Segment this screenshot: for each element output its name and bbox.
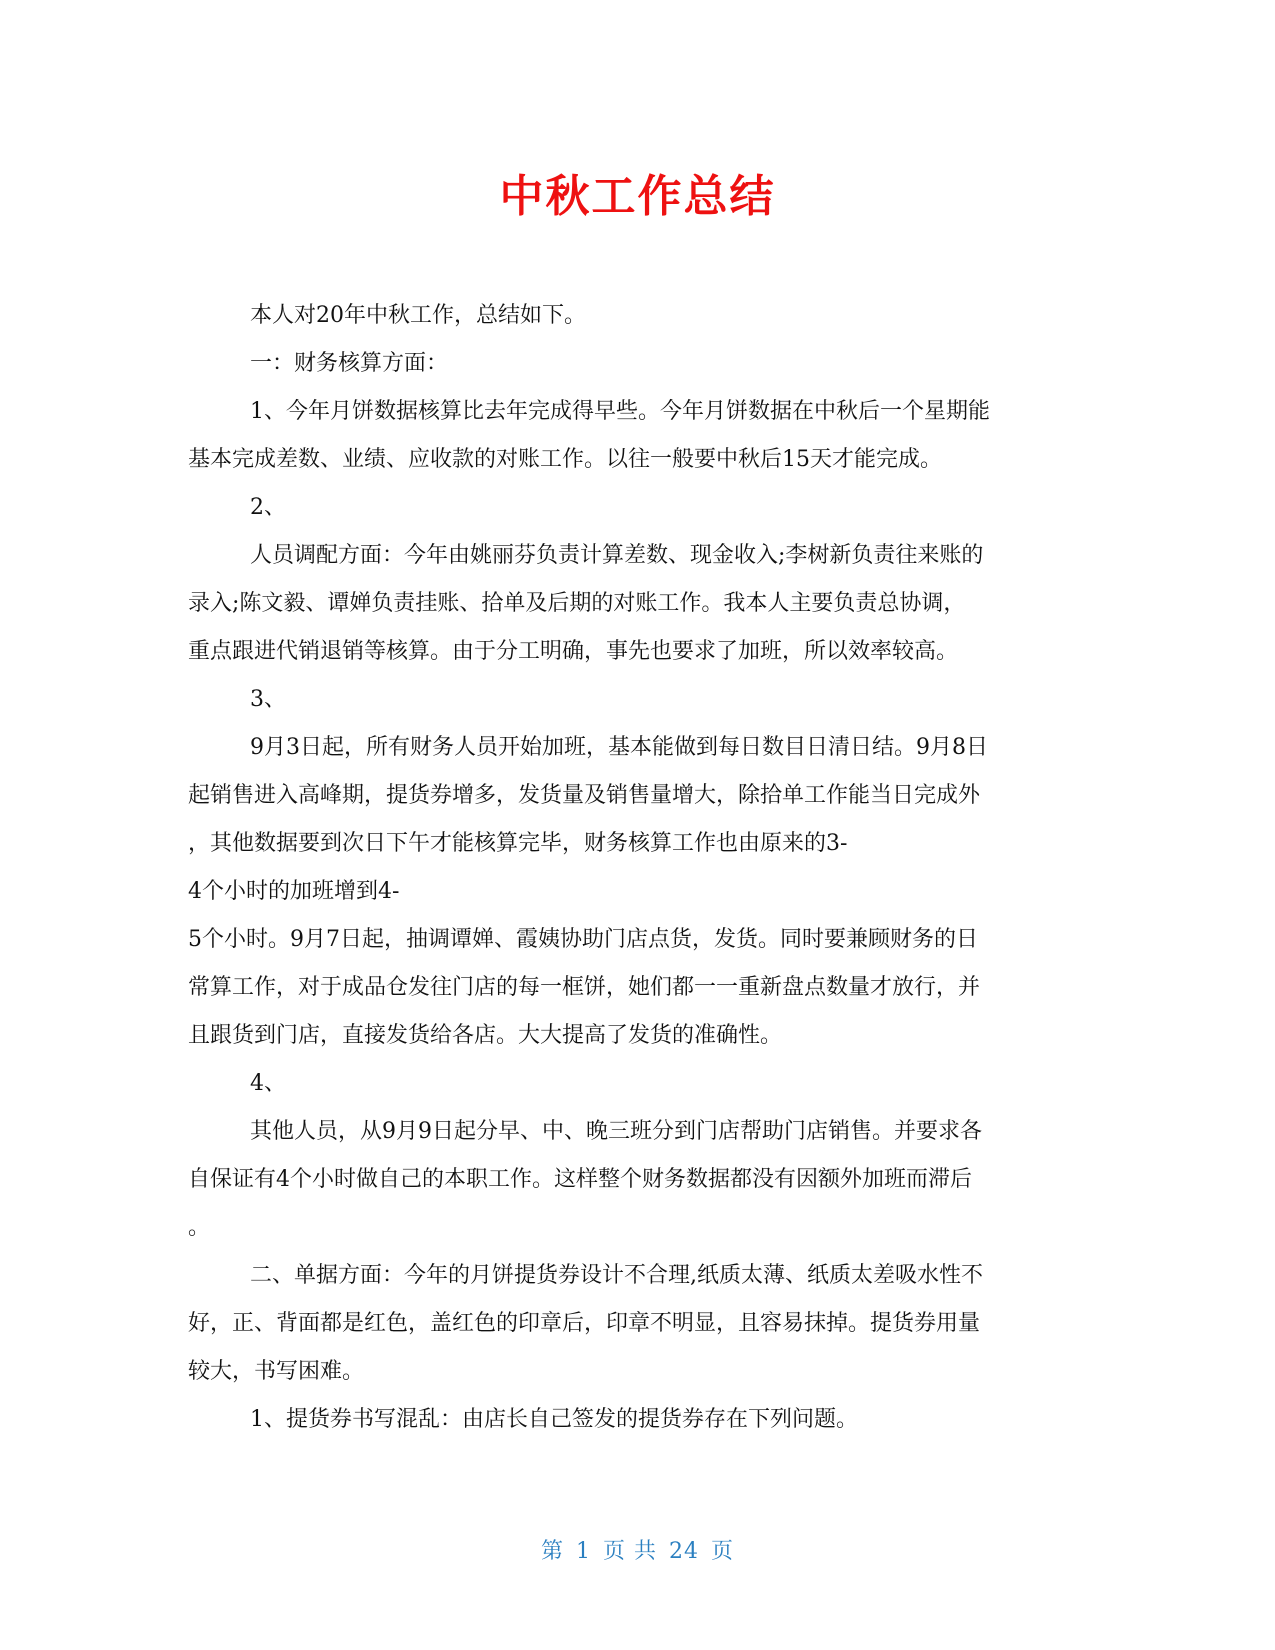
text-line: 重点跟进代销退销等核算。由于分工明确，事先也要求了加班，所以效率较高。 [188, 639, 959, 664]
text-line: ，其他数据要到次日下午才能核算完毕，财务核算工作也由原来的3- [188, 831, 848, 856]
footer-middle: 页 共 [603, 1539, 657, 1564]
text-line: 5个小时。9月7日起，抽调谭婵、霞姨协助门店点货，发货。同时要兼顾财务的日 [188, 927, 978, 952]
footer-total-pages: 24 [669, 1539, 699, 1564]
text-line: 2、 [250, 495, 286, 520]
text-line: 较大，书写困难。 [188, 1359, 365, 1384]
text-line: 4、 [250, 1071, 286, 1096]
text-line: 好，正、背面都是红色，盖红色的印章后，印章不明显，且容易抹掉。提货券用量 [188, 1311, 981, 1336]
text-line: 二、单据方面：今年的月饼提货券设计不合理,纸质太薄、纸质太差吸水性不 [250, 1263, 983, 1288]
text-line: 录入;陈文毅、谭婵负责挂账、拾单及后期的对账工作。我本人主要负责总协调， [188, 591, 966, 616]
text-line: 且跟货到门店，直接发货给各店。大大提高了发货的准确性。 [188, 1023, 783, 1048]
text-line: 起销售进入高峰期，提货券增多，发货量及销售量增大，除拾单工作能当日完成外 [188, 783, 981, 808]
text-line: 1、今年月饼数据核算比去年完成得早些。今年月饼数据在中秋后一个星期能 [250, 399, 990, 424]
text-line: 基本完成差数、业绩、应收款的对账工作。以往一般要中秋后15天才能完成。 [188, 447, 942, 472]
footer-prefix: 第 [540, 1539, 564, 1564]
text-line: 1、提货券书写混乱：由店长自己签发的提货券存在下列问题。 [250, 1407, 858, 1432]
page-footer [0, 1534, 1275, 1565]
text-line: 其他人员，从9月9日起分早、中、晚三班分到门店帮助门店销售。并要求各 [250, 1119, 982, 1144]
text-line: 常算工作，对于成品仓发往门店的每一框饼，她们都一一重新盘点数量才放行，并 [188, 975, 981, 1000]
footer-current-page: 1 [576, 1539, 591, 1564]
text-line: 人员调配方面：今年由姚丽芬负责计算差数、现金收入;李树新负责往来账的 [250, 543, 984, 568]
text-line: 4个小时的加班增到4- [188, 879, 400, 904]
text-line: 本人对20年中秋工作，总结如下。 [250, 303, 586, 328]
footer-suffix: 页 [711, 1539, 735, 1564]
text-line: 自保证有4个小时做自己的本职工作。这样整个财务数据都没有因额外加班而滞后 [188, 1167, 972, 1192]
document-title: 中秋工作总结 [499, 171, 776, 222]
document-body [188, 292, 1088, 1444]
text-line: 9月3日起，所有财务人员开始加班，基本能做到每日数目日清日结。9月8日 [250, 735, 988, 760]
text-line: 3、 [250, 687, 286, 712]
text-line: 。 [188, 1215, 211, 1240]
text-line: 一：财务核算方面： [250, 351, 449, 376]
